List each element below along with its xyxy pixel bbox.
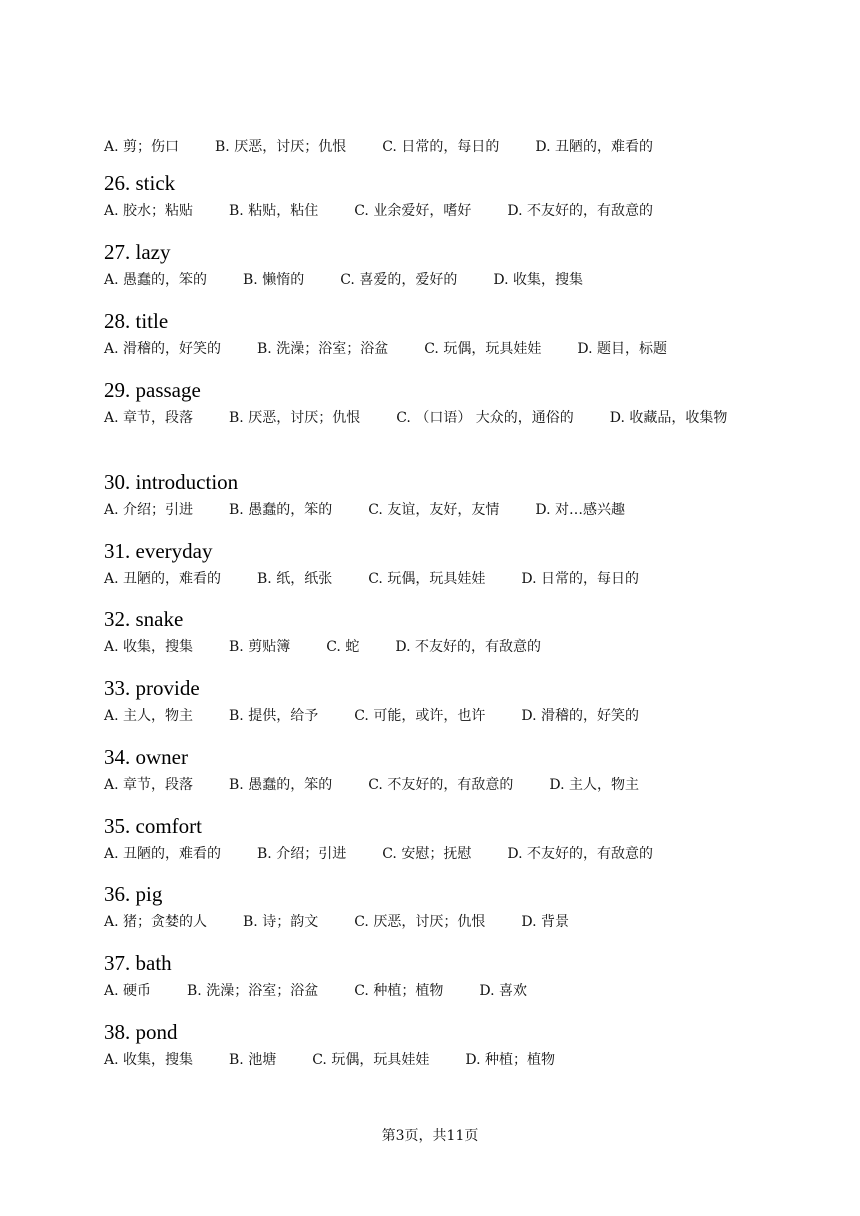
question-word: 34. owner: [104, 745, 188, 769]
question-30: [104, 470, 764, 521]
option-c: C. 玩偶，玩具娃娃: [368, 571, 486, 587]
options-row: [104, 911, 764, 933]
question-word: 30. introduction: [104, 470, 239, 494]
option-c: C. 不友好的，有敌意的: [368, 777, 514, 793]
question-38: [104, 1020, 764, 1071]
option-a: A. 介绍；引进: [104, 502, 194, 518]
question-33: [104, 676, 764, 727]
option-c: C. 蛇: [326, 639, 360, 655]
question-word: 37. bath: [104, 951, 172, 975]
option-b: B. 提供，给予: [229, 708, 319, 724]
option-c: C. 安慰；抚慰: [382, 846, 472, 862]
option-c: C. 友谊，友好，友情: [368, 502, 500, 518]
options-row: [104, 269, 764, 291]
option-b: B. 介绍；引进: [257, 846, 347, 862]
option-a: A. 胶水；粘贴: [104, 203, 194, 219]
option-b: B. 剪贴簿: [229, 639, 291, 655]
option-b: B. 洗澡；浴室；浴盆: [187, 983, 319, 999]
option-c: C. 玩偶，玩具娃娃: [312, 1052, 430, 1068]
option-b: B. 粘贴，粘住: [229, 203, 319, 219]
options-row: [104, 568, 764, 590]
question-word: 28. title: [104, 309, 169, 333]
options-row: [104, 499, 764, 521]
options-row: [104, 843, 764, 865]
options-row-25: [104, 136, 764, 158]
question-28: [104, 309, 764, 360]
option-c: C. 喜爱的，爱好的: [340, 272, 458, 288]
option-d: D. 对…感兴趣: [535, 502, 625, 518]
question-word: 36. pig: [104, 882, 163, 906]
option-a: A. 章节，段落: [104, 777, 194, 793]
question-34: [104, 745, 764, 796]
options-row: [104, 338, 764, 360]
option-b: B. 厌恶，讨厌；仇恨: [229, 410, 361, 426]
option-b: B. 诗；韵文: [243, 914, 319, 930]
option-d: D. 主人，物主: [549, 777, 639, 793]
question-26: [104, 171, 764, 222]
option-b: B. 懒惰的: [243, 272, 305, 288]
option-a: A. 硬币: [104, 983, 152, 999]
question-word: 27. lazy: [104, 240, 171, 264]
option-d: D. 滑稽的，好笑的: [521, 708, 639, 724]
option-a: A. 猪；贪婪的人: [104, 914, 208, 930]
question-31: [104, 539, 764, 590]
option-a: A. 丑陋的，难看的: [104, 571, 222, 587]
question-word: 29. passage: [104, 378, 201, 402]
option-d: D. 丑陋的，难看的: [535, 139, 653, 155]
option-b: B. 池塘: [229, 1052, 277, 1068]
option-d: D. 题目，标题: [577, 341, 667, 357]
option-c: C. （口语） 大众的，通俗的: [396, 410, 574, 426]
option-c: C. 种植；植物: [354, 983, 444, 999]
option-d: D. 不友好的，有敌意的: [395, 639, 541, 655]
options-row: [104, 705, 764, 727]
option-c: C. 业余爱好，嗜好: [354, 203, 472, 219]
question-word: 31. everyday: [104, 539, 213, 563]
option-d: D. 收藏品，收集物: [609, 410, 728, 426]
question-word: 26. stick: [104, 171, 176, 195]
question-27: [104, 240, 764, 291]
option-b: B. 愚蠢的，笨的: [229, 777, 333, 793]
option-c: C. 可能，或许，也许: [354, 708, 486, 724]
option-a: A. 收集，搜集: [104, 639, 194, 655]
option-d: D. 收集，搜集: [493, 272, 583, 288]
option-a: A. 章节，段落: [104, 410, 194, 426]
page-number-footer: 第3页，共11页: [381, 1128, 479, 1144]
option-b: B. 愚蠢的，笨的: [229, 502, 333, 518]
option-c: C. 日常的，每日的: [382, 139, 500, 155]
options-row: [104, 200, 764, 222]
options-row: [104, 407, 764, 429]
option-c: C. 玩偶，玩具娃娃: [424, 341, 542, 357]
option-b: B. 纸，纸张: [257, 571, 333, 587]
option-a: A. 收集，搜集: [104, 1052, 194, 1068]
option-a: A. 主人，物主: [104, 708, 194, 724]
options-row: [104, 774, 764, 796]
question-word: 33. provide: [104, 676, 200, 700]
option-c: C. 厌恶，讨厌；仇恨: [354, 914, 486, 930]
question-word: 38. pond: [104, 1020, 178, 1044]
option-d: D. 不友好的，有敌意的: [507, 203, 653, 219]
question-35: [104, 814, 764, 865]
question-37: [104, 951, 764, 1002]
option-d: D. 种植；植物: [465, 1052, 555, 1068]
option-a: A. 丑陋的，难看的: [104, 846, 222, 862]
options-row: [104, 636, 764, 658]
option-d: D. 日常的，每日的: [521, 571, 639, 587]
option-a: A. 剪；伤口: [104, 139, 180, 155]
question-word: 32. snake: [104, 607, 184, 631]
options-row: [104, 1049, 764, 1071]
option-a: A. 愚蠢的，笨的: [104, 272, 208, 288]
option-d: D. 背景: [521, 914, 569, 930]
question-36: [104, 882, 764, 933]
options-row: [104, 980, 764, 1002]
option-b: B. 厌恶，讨厌；仇恨: [215, 139, 347, 155]
question-32: [104, 607, 764, 658]
question-29: [104, 378, 764, 429]
option-a: A. 滑稽的，好笑的: [104, 341, 222, 357]
option-d: D. 喜欢: [479, 983, 527, 999]
option-b: B. 洗澡；浴室；浴盆: [257, 341, 389, 357]
option-d: D. 不友好的，有敌意的: [507, 846, 653, 862]
question-word: 35. comfort: [104, 814, 202, 838]
